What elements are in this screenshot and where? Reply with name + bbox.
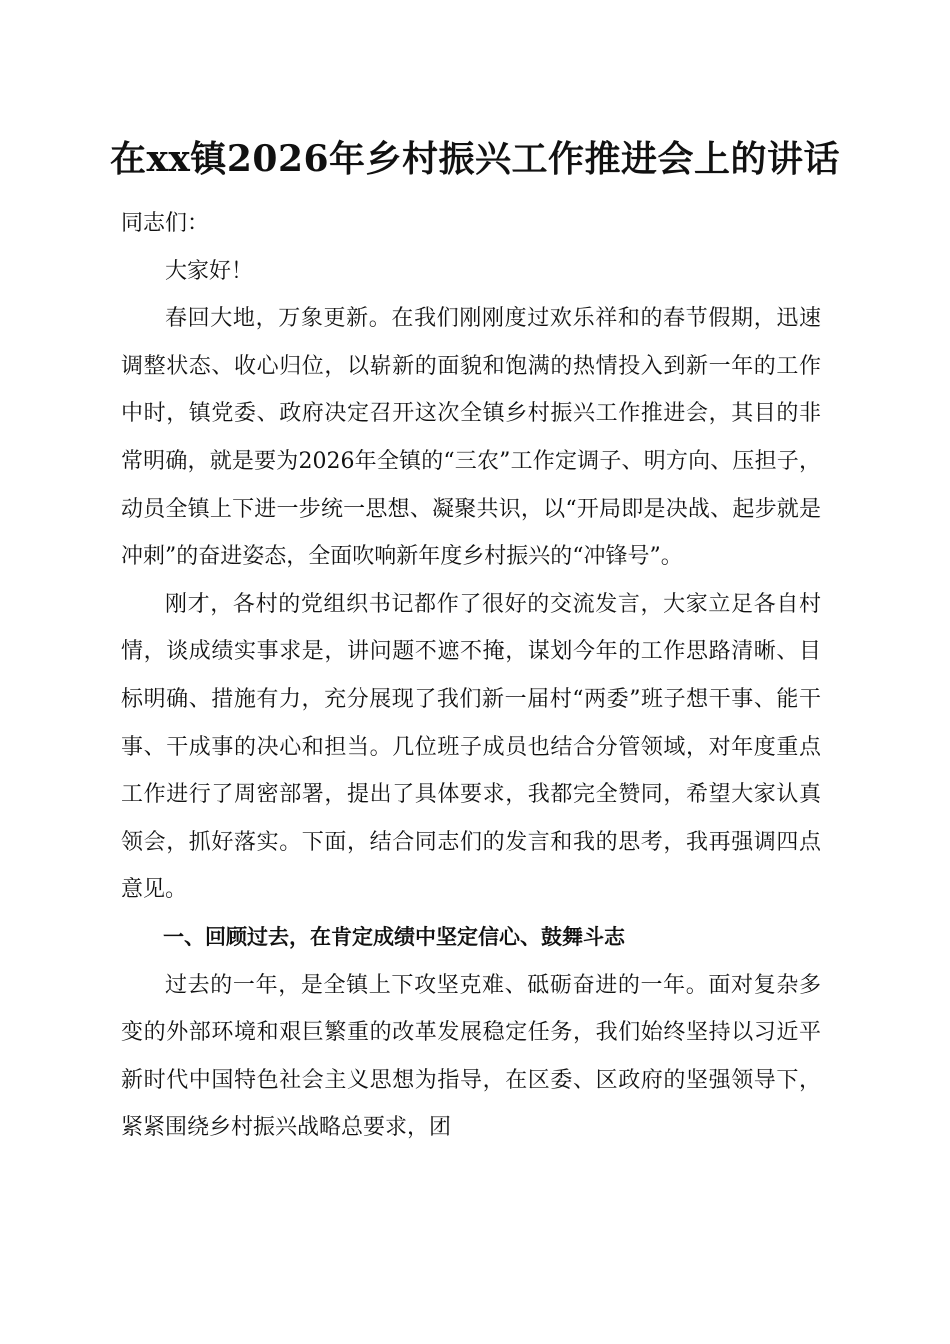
paragraph-review-of-speeches: 刚才，各村的党组织书记都作了很好的交流发言，大家立足各自村情，谈成绩实事求是，讲问题不遮不掩，谋划今年的工作思路清晰、目标明确、措施有力，充分展现了我们新一届村“两委”班子想干事、能干事、干成事的决心和担当。几位班子成员也结合分管领域，对年度重点工作进行了周密部署，提出了具体要求，我都完全赞同，希望大家认真领会，抓好落实。下面，结合同志们的发言和我的思考，我再强调四点意见。 [121,591,821,903]
document-title: 在xx镇2026年乡村振兴工作推进会上的讲话 [109,138,841,180]
section-heading-1: 一、回顾过去，在肯定成绩中坚定信心、鼓舞斗志 [163,924,625,949]
salutation: 同志们： [121,211,210,236]
section-1-paragraph: 过去的一年，是全镇上下攻坚克难、砥砺奋进的一年。面对复杂多变的外部环境和艰巨繁重的改革发展稳定任务，我们始终坚持以习近平新时代中国特色社会主义思想为指导，在区委、区政府的坚强领导下，紧紧围绕乡村振兴战略总要求，团 [121,972,821,1141]
greeting: 大家好！ [165,258,254,284]
document-body [121,200,821,1152]
paragraph-opening: 春回大地，万象更新。在我们刚刚度过欢乐祥和的春节假期，迅速调整状态、收心归位，以崭新的面貌和饱满的热情投入到新一年的工作中时，镇党委、政府决定召开这次全镇乡村振兴工作推进会，其目的非常明确，就是要为2026年全镇的“三农”工作定调子、明方向、压担子，动员全镇上下进一步统一思想、凝聚共识，以“开局即是决战、起步就是冲刺”的奋进姿态，全面吹响新年度乡村振兴的“冲锋号”。 [121,306,821,570]
